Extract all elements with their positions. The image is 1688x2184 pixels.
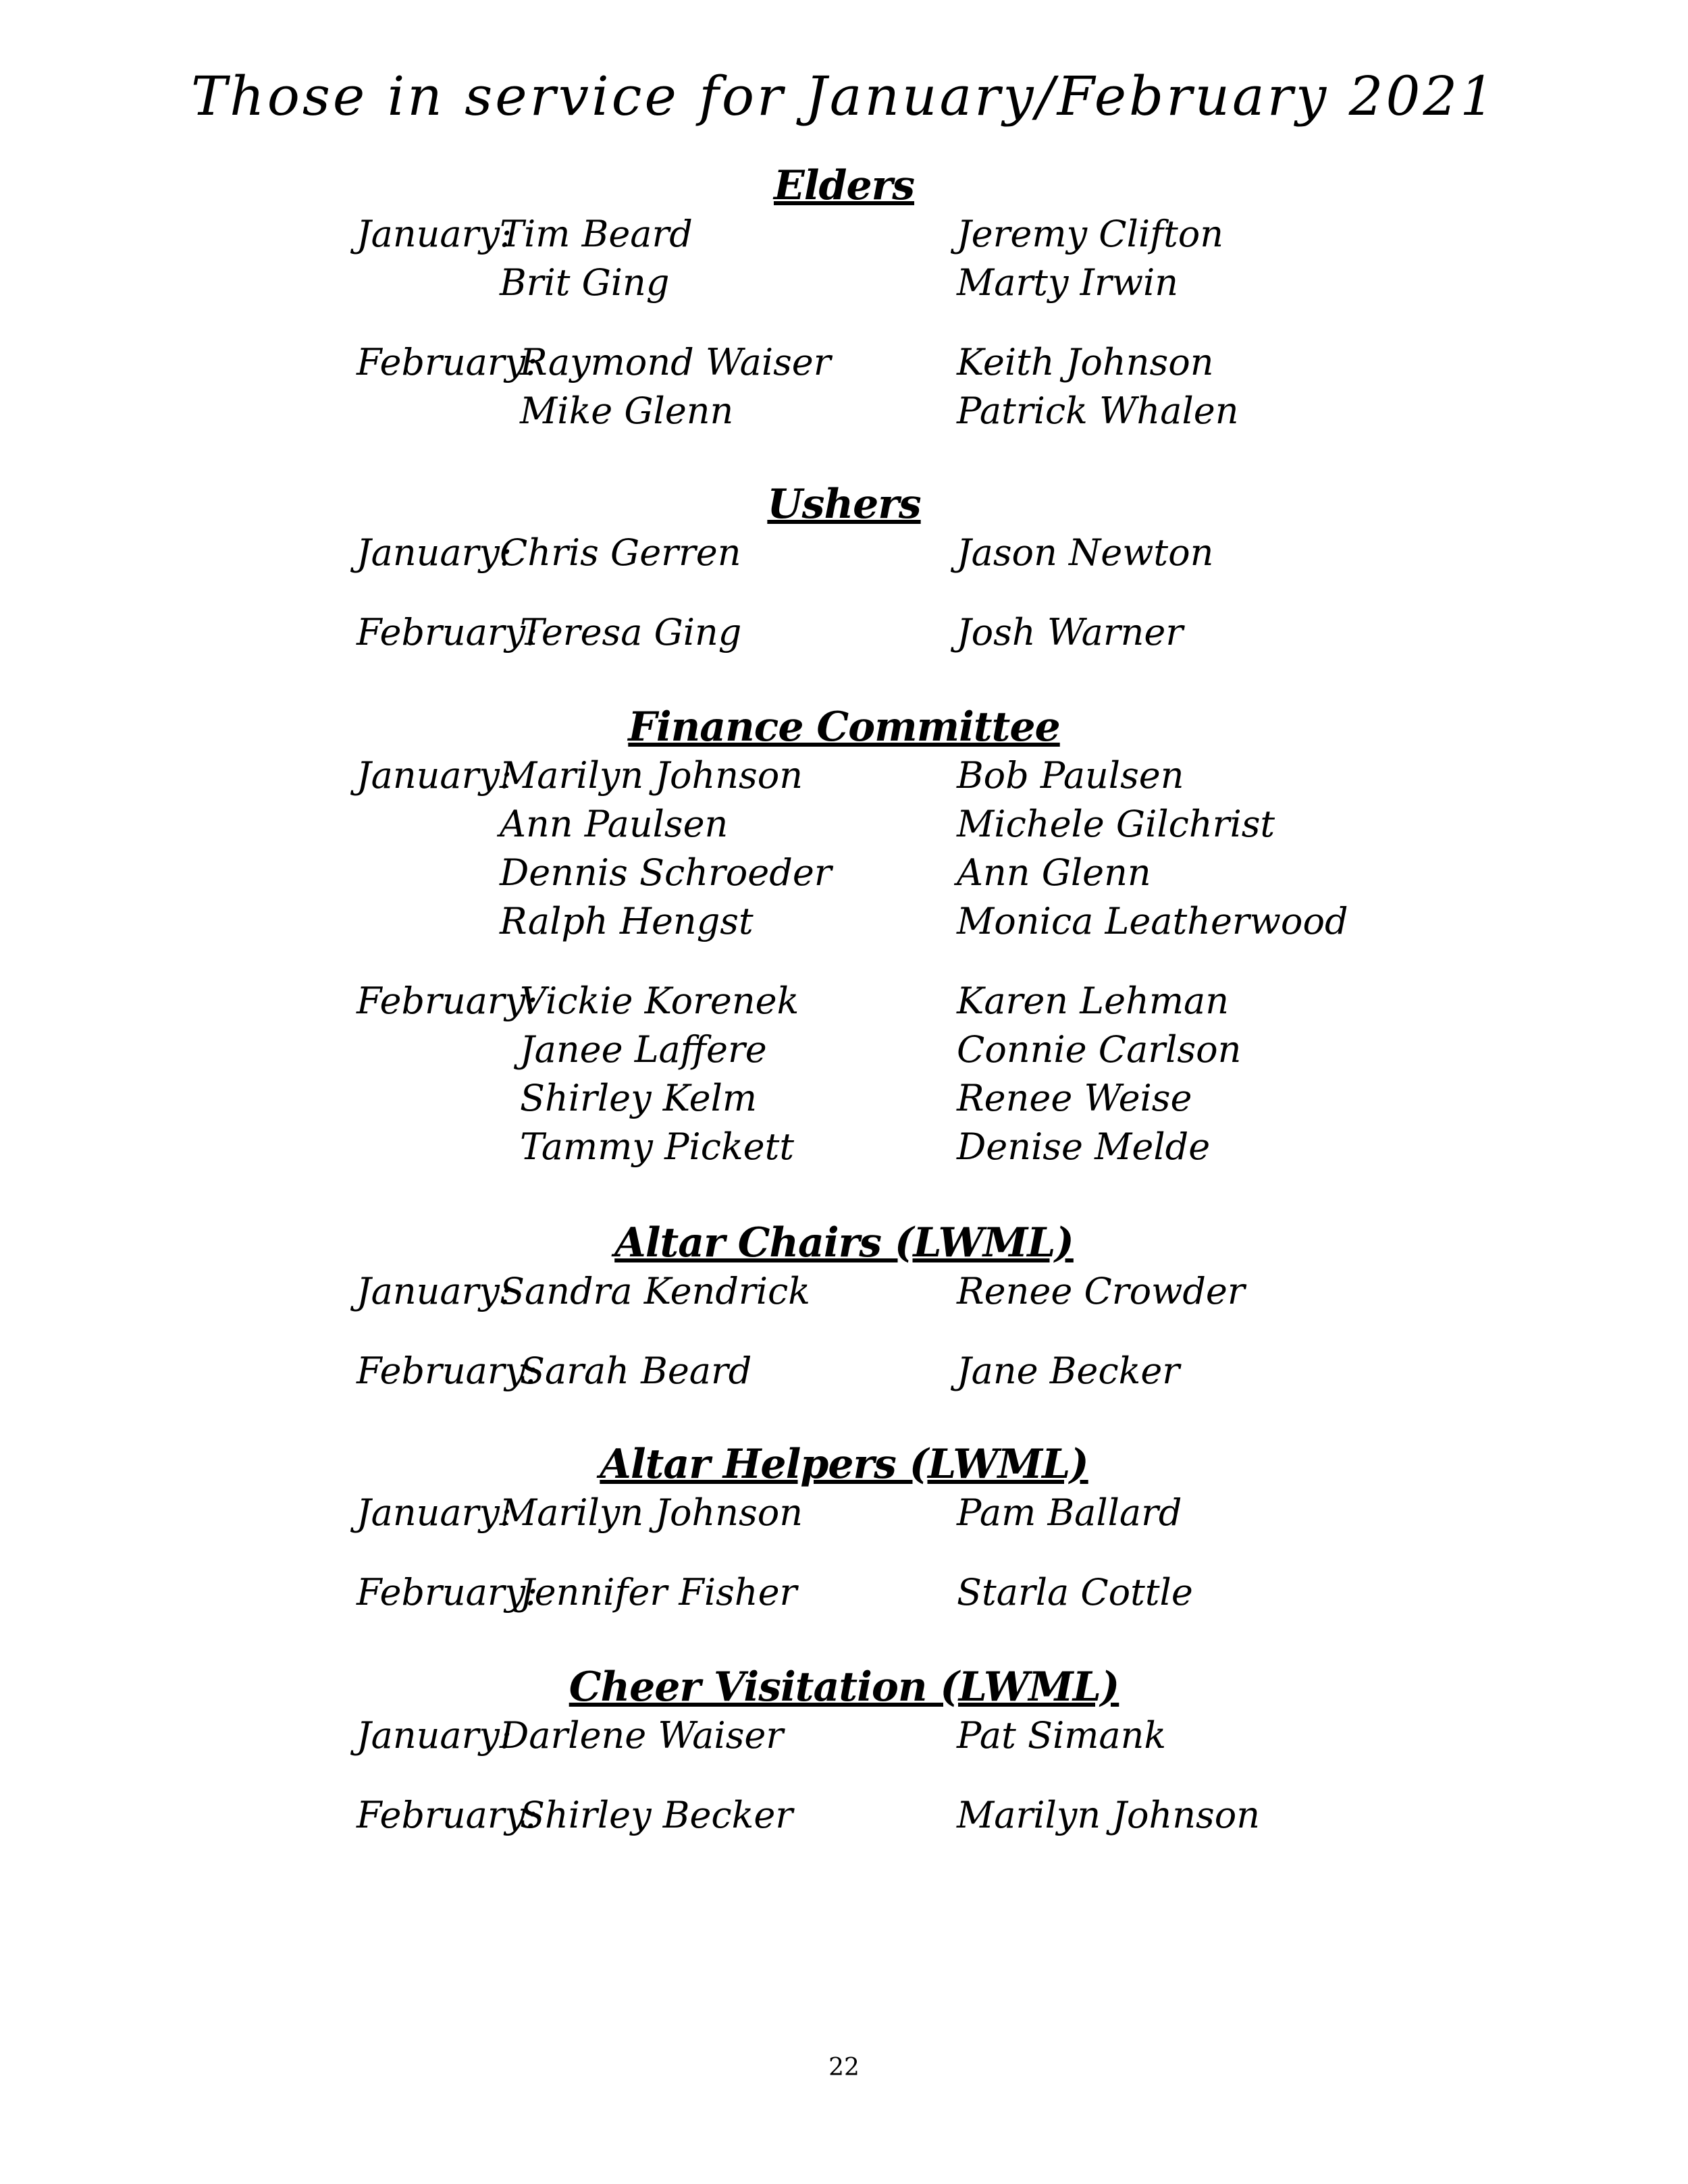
month-label: January: (357, 1270, 512, 1312)
member-name: Sarah Beard (520, 1350, 752, 1392)
month-label: January: (357, 531, 512, 574)
member-name: Jane Becker (957, 1350, 1180, 1392)
section-heading: Cheer Visitation (LWML) (569, 1663, 1119, 1711)
member-name: Teresa Ging (520, 611, 742, 654)
member-name: Ann Glenn (957, 851, 1151, 894)
member-name: Josh Warner (957, 611, 1184, 654)
member-name: Marty Irwin (957, 261, 1179, 304)
member-name: Pat Simank (957, 1714, 1167, 1757)
member-name: Patrick Whalen (957, 390, 1239, 432)
month-label: January: (357, 1491, 512, 1534)
member-name: Connie Carlson (957, 1028, 1242, 1071)
month-label: February: (357, 341, 538, 383)
month-label: February: (357, 1571, 538, 1614)
member-name: Mike Glenn (520, 390, 734, 432)
member-name: Keith Johnson (957, 341, 1214, 383)
member-name: Jason Newton (957, 531, 1214, 574)
member-name: Renee Weise (957, 1077, 1192, 1119)
member-name: Bob Paulsen (957, 754, 1184, 797)
member-name: Ann Paulsen (500, 803, 729, 845)
month-label: January: (357, 213, 512, 255)
member-name: Jeremy Clifton (957, 213, 1224, 255)
member-name: Chris Gerren (500, 531, 741, 574)
member-name: Raymond Waiser (520, 341, 831, 383)
section-heading: Ushers (767, 481, 921, 528)
member-name: Monica Leatherwood (957, 900, 1348, 942)
member-name: Tim Beard (500, 213, 693, 255)
member-name: Darlene Waiser (500, 1714, 784, 1757)
member-name: Shirley Becker (520, 1794, 793, 1836)
member-name: Shirley Kelm (520, 1077, 758, 1119)
page-title: Those in service for January/February 2021 (190, 65, 1498, 128)
month-label: January: (357, 754, 512, 797)
member-name: Michele Gilchrist (957, 803, 1275, 845)
month-label: February: (357, 1794, 538, 1836)
section-heading: Finance Committee (628, 703, 1060, 751)
member-name: Starla Cottle (957, 1571, 1193, 1614)
member-name: Ralph Hengst (500, 900, 754, 942)
month-label: February: (357, 611, 538, 654)
member-name: Marilyn Johnson (500, 754, 803, 797)
section-heading: Altar Chairs (LWML) (614, 1219, 1074, 1267)
month-label: January: (357, 1714, 512, 1757)
member-name: Brit Ging (500, 261, 670, 304)
member-name: Pam Ballard (957, 1491, 1182, 1534)
section-heading: Elders (773, 162, 915, 209)
member-name: Jennifer Fisher (520, 1571, 797, 1614)
member-name: Dennis Schroeder (500, 851, 832, 894)
member-name: Sandra Kendrick (500, 1270, 810, 1312)
member-name: Denise Melde (957, 1125, 1211, 1168)
member-name: Marilyn Johnson (500, 1491, 803, 1534)
month-label: February: (357, 1350, 538, 1392)
member-name: Tammy Pickett (520, 1125, 795, 1168)
member-name: Vickie Korenek (520, 980, 799, 1022)
section-heading: Altar Helpers (LWML) (600, 1441, 1088, 1488)
member-name: Karen Lehman (957, 980, 1230, 1022)
member-name: Marilyn Johnson (957, 1794, 1261, 1836)
month-label: February: (357, 980, 538, 1022)
member-name: Janee Laffere (520, 1028, 767, 1071)
page-number: 22 (828, 2054, 860, 2081)
member-name: Renee Crowder (957, 1270, 1245, 1312)
